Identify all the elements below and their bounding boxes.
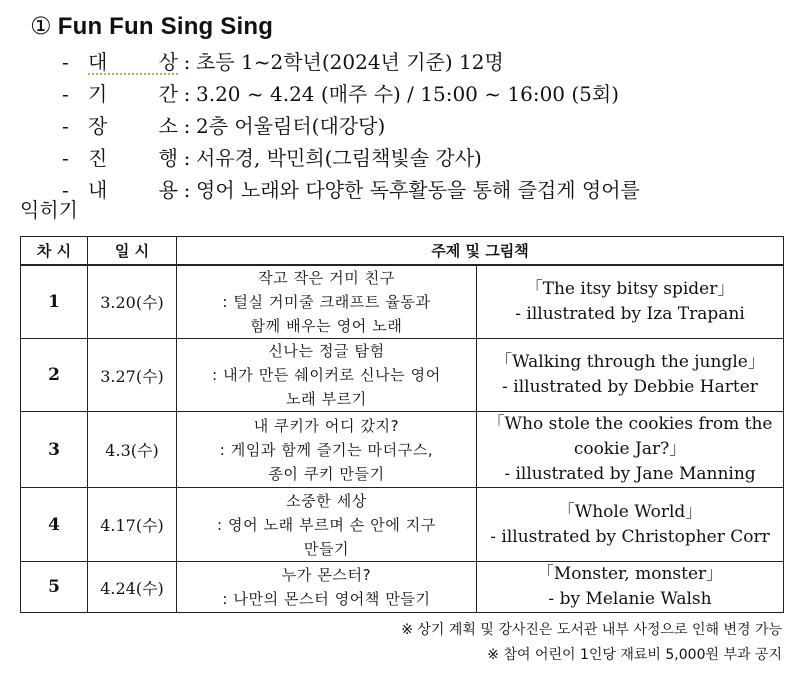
info-value: 서유경, 박민희(그림책빛솔 강사) xyxy=(196,146,482,170)
book-title: 「Walking through the jungle」 xyxy=(495,352,765,372)
footnote: ※ 상기 계획 및 강사진은 도서관 내부 사정으로 인해 변경 가능 xyxy=(401,622,782,638)
info-period: - 기 간 : 3.20 ~ 4.24 (매주 수) / 15:00 ~ 16:00 (5회) xyxy=(62,78,792,110)
session-number: 4 xyxy=(21,488,88,562)
schedule-table xyxy=(20,236,784,613)
session-topic xyxy=(177,412,477,488)
session-book xyxy=(477,412,784,488)
info-label: 기 간 xyxy=(88,82,178,106)
header-session: 차 시 xyxy=(21,237,88,265)
topic-line: : 털실 거미줄 크래프트 율동과 xyxy=(222,292,431,311)
session-date: 3.27(수) xyxy=(88,339,177,412)
title-text: Fun Fun Sing Sing xyxy=(57,13,274,40)
book-credit: - by Melanie Walsh xyxy=(548,589,712,609)
session-book xyxy=(477,339,784,412)
topic-line: : 영어 노래 부르며 손 안에 지구 xyxy=(217,515,436,534)
table-row xyxy=(21,265,784,339)
table-row xyxy=(21,562,784,613)
table-row xyxy=(21,488,784,562)
book-title: 「Who stole the cookies from the xyxy=(487,414,773,434)
topic-line: 누가 몬스터? xyxy=(281,566,372,584)
book-title: 「The itsy bitsy spider」 xyxy=(525,278,735,299)
topic-line: 노래 부르기 xyxy=(286,390,367,408)
footnotes xyxy=(401,618,782,668)
program-title xyxy=(30,12,273,41)
info-label: 대 상 xyxy=(88,50,178,74)
session-number: 5 xyxy=(21,562,88,613)
info-value: 초등 1~2학년(2024년 기준) 12명 xyxy=(196,50,504,74)
table-header-row xyxy=(21,237,784,265)
session-date: 3.20(수) xyxy=(88,265,177,339)
session-topic xyxy=(177,339,477,412)
info-label: 장 소 xyxy=(88,114,178,138)
book-credit: - illustrated by Iza Trapani xyxy=(515,303,745,324)
info-place: - 장 소 : 2층 어울림터(대강당) xyxy=(62,110,792,142)
topic-line: 종이 쿠키 만들기 xyxy=(268,464,385,483)
session-date: 4.24(수) xyxy=(88,562,177,613)
session-number: 2 xyxy=(21,339,88,412)
title-number: ① xyxy=(30,12,52,40)
footnote: ※ 참여 어린이 1인당 재료비 5,000원 부과 공지 xyxy=(487,647,782,663)
topic-line: 함께 배우는 영어 노래 xyxy=(250,316,403,335)
topic-line: 만들기 xyxy=(303,539,350,558)
header-date: 일 시 xyxy=(88,237,177,265)
session-topic xyxy=(177,562,477,613)
info-content-continuation: 익히기 xyxy=(20,198,78,222)
session-date: 4.17(수) xyxy=(88,488,177,562)
info-value: 3.20 ~ 4.24 (매주 수) / 15:00 ~ 16:00 (5회) xyxy=(196,82,620,106)
session-topic xyxy=(177,265,477,339)
book-title: 「Whole World」 xyxy=(557,501,703,522)
info-label: 내 용 xyxy=(88,178,178,202)
session-topic xyxy=(177,488,477,562)
topic-line: : 나만의 몬스터 영어책 만들기 xyxy=(222,590,431,608)
book-title-cont: cookie Jar?」 xyxy=(573,439,687,459)
info-host: - 진 행 : 서유경, 박민희(그림책빛솔 강사) xyxy=(62,142,792,174)
header-topic: 주제 및 그림책 xyxy=(177,237,784,265)
session-book xyxy=(477,562,784,613)
session-number: 1 xyxy=(21,265,88,339)
session-book xyxy=(477,265,784,339)
topic-line: 신나는 정글 탐험 xyxy=(268,342,385,360)
topic-line: 내 쿠키가 어디 갔지? xyxy=(253,416,400,435)
session-number: 3 xyxy=(21,412,88,488)
info-value: 영어 노래와 다양한 독후활동을 통해 즐겁게 영어를 xyxy=(196,178,640,202)
topic-line: : 내가 만든 쉐이커로 신나는 영어 xyxy=(212,366,441,384)
info-content: - 내 용 : 영어 노래와 다양한 독후활동을 통해 즐겁게 영어를 xyxy=(62,174,792,206)
table-row xyxy=(21,412,784,488)
session-book xyxy=(477,488,784,562)
table-row xyxy=(21,339,784,412)
info-label: 진 행 xyxy=(88,146,178,170)
session-date: 4.3(수) xyxy=(88,412,177,488)
info-target: - 대 상 : 초등 1~2학년(2024년 기준) 12명 xyxy=(62,46,792,78)
book-credit: - illustrated by Debbie Harter xyxy=(502,377,758,397)
topic-line: 작고 작은 거미 친구 xyxy=(258,268,395,287)
topic-line: 소중한 세상 xyxy=(286,491,367,510)
book-credit: - illustrated by Jane Manning xyxy=(504,464,756,484)
program-info xyxy=(62,46,792,206)
book-credit: - illustrated by Christopher Corr xyxy=(490,526,770,547)
info-value: 2층 어울림터(대강당) xyxy=(196,114,386,138)
topic-line: : 게임과 함께 즐기는 마더구스, xyxy=(219,440,434,459)
book-title: 「Monster, monster」 xyxy=(536,564,724,584)
